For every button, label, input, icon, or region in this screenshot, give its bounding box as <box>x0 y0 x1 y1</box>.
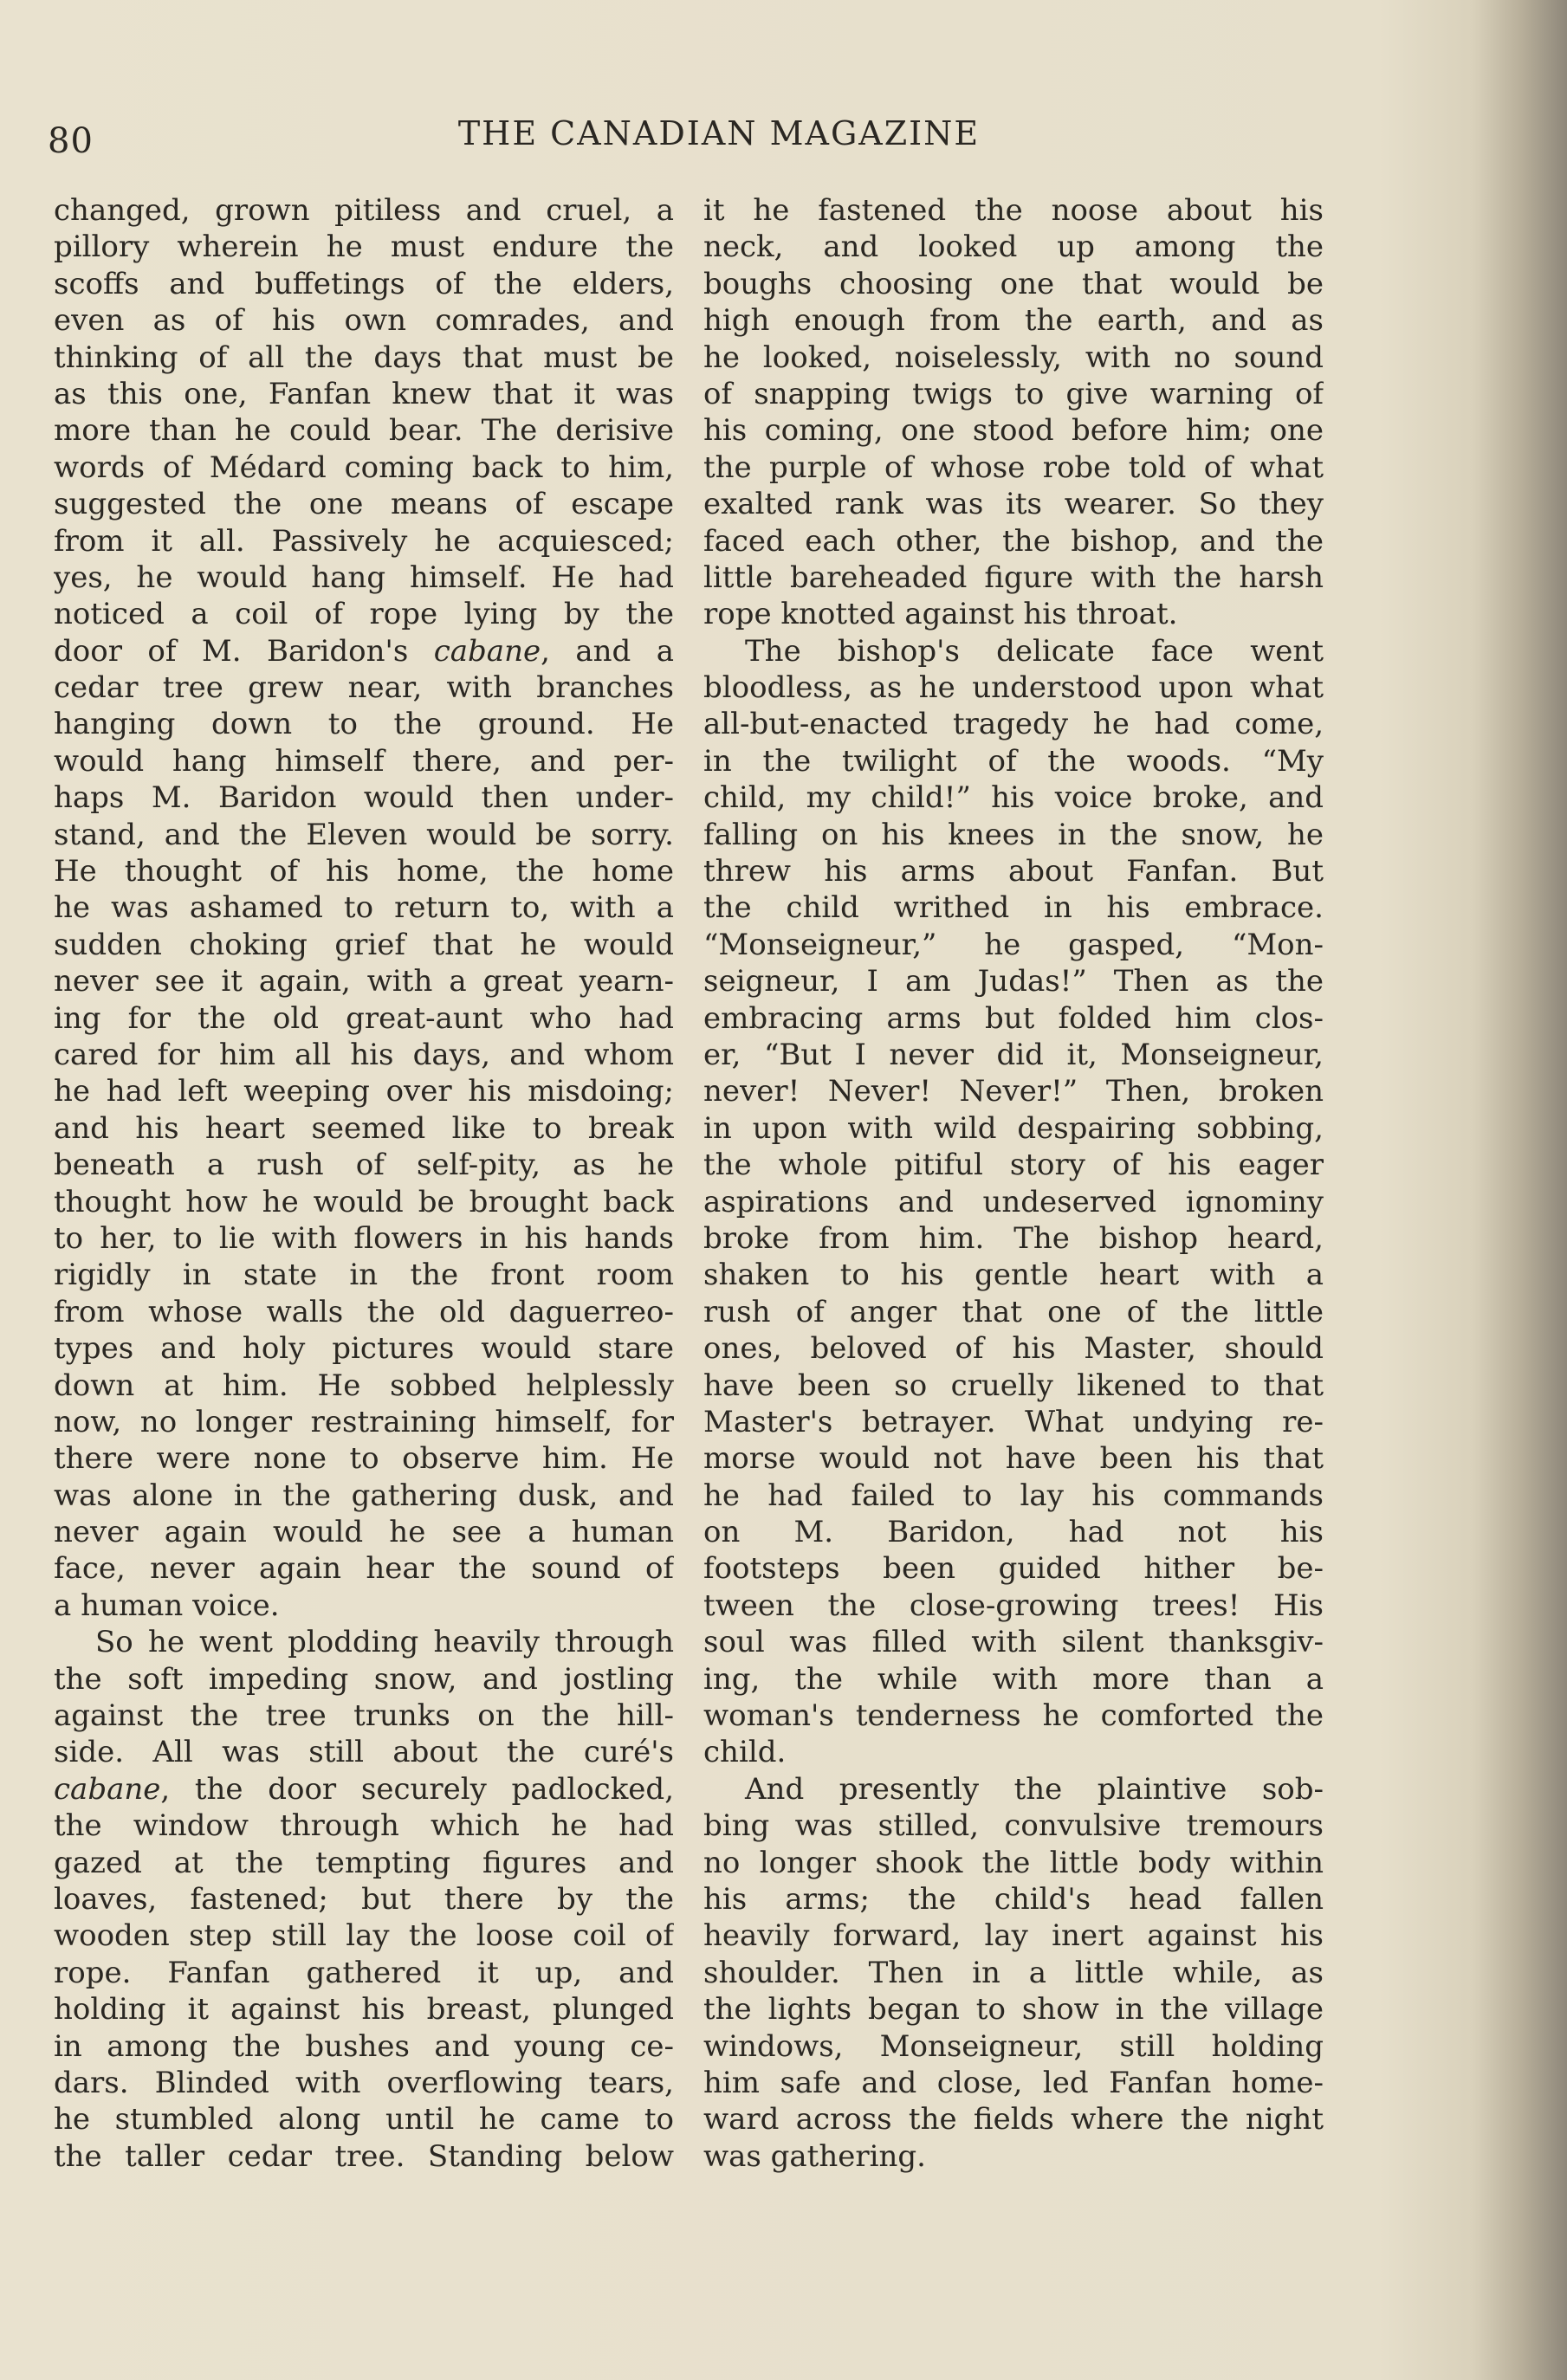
text-line <box>703 1514 1324 1550</box>
text-segment: rush of anger that one of the little <box>703 1294 1324 1329</box>
text-segment: the taller cedar tree. Standing below <box>54 2138 674 2174</box>
text-line <box>703 449 1324 486</box>
text-line <box>703 1368 1324 1404</box>
text-line <box>54 1588 674 1624</box>
text-segment: pillory wherein he must endure the <box>54 230 674 265</box>
text-segment: rigidly in state in the front room <box>54 1258 674 1293</box>
text-segment: broke from him. The bishop heard, <box>703 1220 1324 1256</box>
text-segment: heavily forward, lay inert against his <box>703 1918 1324 1954</box>
text-segment: the lights began to show in the village <box>703 1992 1324 2028</box>
text-segment: now, no longer restraining himself, for <box>54 1404 674 1439</box>
text-segment: boughs choosing one that would be <box>703 266 1324 301</box>
text-line <box>54 1404 674 1440</box>
text-segment: him safe and close, led Fanfan home- <box>703 2065 1324 2100</box>
text-line <box>54 2028 674 2065</box>
text-line <box>54 927 674 963</box>
text-line <box>703 1257 1324 1293</box>
text-line <box>54 2138 674 2175</box>
text-line <box>54 1147 674 1183</box>
text-line <box>54 1550 674 1587</box>
text-segment: in the twilight of the woods. “My <box>703 743 1324 779</box>
text-segment: windows, Monseigneur, still holding <box>703 2028 1324 2064</box>
text-segment: types and holy pictures would stare <box>54 1331 674 1367</box>
text-line <box>54 340 674 376</box>
text-segment: he looked, noiselessly, with no sound <box>703 340 1324 375</box>
text-line <box>703 1184 1324 1220</box>
page-number: 80 <box>48 121 94 161</box>
text-line <box>703 376 1324 412</box>
right-text-column <box>703 192 1324 2175</box>
text-segment: in upon with wild despairing sobbing, <box>703 1110 1324 1146</box>
text-segment: he stumbled along until he came to <box>54 2102 674 2137</box>
text-segment: cared for him all his days, and whom <box>54 1037 674 1072</box>
text-line <box>54 412 674 449</box>
text-segment: footsteps been guided hither be- <box>703 1551 1324 1587</box>
text-line <box>54 1955 674 1991</box>
text-segment: there were none to observe him. He <box>54 1441 674 1477</box>
text-line <box>54 266 674 302</box>
text-segment: , the door securely padlocked, <box>160 1771 674 1807</box>
text-line <box>703 889 1324 926</box>
text-line <box>703 412 1324 449</box>
text-line <box>54 817 674 853</box>
text-line <box>703 1881 1324 1918</box>
text-segment: He thought of his home, the home <box>54 854 674 889</box>
text-segment: the whole pitiful story of his eager <box>703 1148 1324 1183</box>
text-segment: soul was filled with silent thanksgiv- <box>703 1625 1324 1660</box>
text-line <box>54 2065 674 2101</box>
text-line <box>703 963 1324 999</box>
text-line <box>54 1845 674 1881</box>
text-segment: against the tree trunks on the hill- <box>54 1698 674 1734</box>
text-line <box>54 523 674 559</box>
text-line <box>703 1147 1324 1183</box>
text-segment: little bareheaded figure with the harsh <box>703 559 1324 595</box>
text-line <box>54 633 674 669</box>
text-line <box>703 817 1324 853</box>
text-segment: child. <box>703 1735 787 1770</box>
text-segment: seigneur, I am Judas!” Then as the <box>703 964 1324 999</box>
text-line <box>703 2028 1324 2065</box>
text-line <box>703 1698 1324 1734</box>
text-line <box>703 1661 1324 1698</box>
text-line <box>54 1918 674 1954</box>
text-segment: rope. Fanfan gathered it up, and <box>54 1955 674 1990</box>
text-line <box>703 669 1324 706</box>
text-segment: cedar tree grew near, with branches <box>54 670 674 706</box>
text-segment: from it all. Passively he acquiesced; <box>54 523 674 559</box>
text-line <box>54 1220 674 1257</box>
text-line <box>703 1588 1324 1624</box>
text-line <box>54 449 674 486</box>
text-line <box>703 2065 1324 2101</box>
text-segment: the purple of whose robe told of what <box>703 449 1324 485</box>
text-segment: was alone in the gathering dusk, and <box>54 1478 674 1513</box>
text-segment: neck, and looked up among the <box>703 230 1324 265</box>
text-line <box>703 1000 1324 1037</box>
text-segment: bloodless, as he understood upon what <box>703 670 1324 706</box>
text-segment: he had failed to lay his commands <box>703 1478 1324 1513</box>
text-segment: “Monseigneur,” he gasped, “Mon- <box>703 927 1324 962</box>
text-segment: ing, the while with more than a <box>703 1661 1324 1697</box>
text-segment: he had left weeping over his misdoing; <box>54 1074 674 1109</box>
text-segment: his coming, one stood before him; one <box>703 413 1324 449</box>
text-line <box>703 302 1324 339</box>
text-line <box>54 1294 674 1330</box>
text-line <box>54 2101 674 2137</box>
text-line <box>54 1881 674 1918</box>
text-line <box>703 1440 1324 1477</box>
text-segment: embracing arms but folded him clos- <box>703 1000 1324 1036</box>
text-line <box>54 229 674 265</box>
text-line <box>54 1110 674 1147</box>
text-line <box>703 486 1324 522</box>
text-segment: thought how he would be brought back <box>54 1184 674 1219</box>
text-segment: the child writhed in his embrace. <box>703 890 1324 926</box>
text-segment: a human voice. <box>54 1588 280 1623</box>
text-line <box>54 1698 674 1734</box>
text-segment: er, “But I never did it, Monseigneur, <box>703 1037 1324 1072</box>
text-line <box>54 1624 674 1660</box>
text-segment: never again would he see a human <box>54 1515 674 1550</box>
text-line <box>703 1624 1324 1660</box>
text-line <box>703 1330 1324 1367</box>
text-line <box>703 192 1324 229</box>
text-segment: gazed at the tempting figures and <box>54 1845 674 1880</box>
text-segment: all-but-enacted tragedy he had come, <box>703 707 1324 742</box>
text-line <box>54 1440 674 1477</box>
text-line <box>703 1808 1324 1844</box>
text-segment: rope knotted against his throat. <box>703 597 1178 632</box>
italic-word: cabane <box>54 1771 161 1807</box>
text-segment: exalted rank was its wearer. So they <box>703 487 1324 522</box>
text-line <box>54 889 674 926</box>
text-segment: the window through which he had <box>54 1808 674 1844</box>
text-segment: thinking of all the days that must be <box>54 340 674 375</box>
text-segment: ing for the old great-aunt who had <box>54 1000 674 1036</box>
running-head: THE CANADIAN MAGAZINE <box>457 114 981 152</box>
text-segment: woman's tenderness he comforted the <box>703 1698 1324 1734</box>
text-segment: from whose walls the old daguerreo- <box>54 1294 674 1329</box>
text-line <box>703 1771 1324 1808</box>
text-line <box>54 706 674 742</box>
text-line <box>54 486 674 522</box>
text-segment: shaken to his gentle heart with a <box>703 1258 1324 1293</box>
text-line <box>703 853 1324 889</box>
text-line <box>54 1514 674 1550</box>
text-line <box>54 1257 674 1293</box>
text-line <box>703 229 1324 265</box>
text-line <box>703 559 1324 596</box>
text-segment: he was ashamed to return to, with a <box>54 890 674 926</box>
text-segment: it he fastened the noose about his <box>703 193 1324 228</box>
text-line <box>703 1073 1324 1109</box>
text-line <box>703 1918 1324 1954</box>
text-line <box>54 743 674 779</box>
text-line <box>54 1037 674 1073</box>
text-segment: of snapping twigs to give warning of <box>703 376 1324 411</box>
text-segment: yes, he would hang himself. He had <box>54 559 674 595</box>
text-segment: high enough from the earth, and as <box>703 303 1324 339</box>
text-line <box>703 706 1324 742</box>
text-segment: So he went plodding heavily through <box>95 1625 674 1660</box>
text-segment: suggested the one means of escape <box>54 487 674 522</box>
text-line <box>54 1000 674 1037</box>
text-line <box>703 1404 1324 1440</box>
text-line <box>703 1845 1324 1881</box>
text-segment: aspirations and undeserved ignominy <box>703 1184 1324 1219</box>
text-segment: even as of his own comrades, and <box>54 303 674 339</box>
text-line <box>703 1110 1324 1147</box>
text-line <box>703 1550 1324 1587</box>
text-segment: beneath a rush of self-pity, as he <box>54 1148 674 1183</box>
text-segment: and his heart seemed like to break <box>54 1110 674 1146</box>
text-line <box>54 1184 674 1220</box>
text-line <box>54 1771 674 1808</box>
text-line <box>54 853 674 889</box>
text-segment: door of M. Baridon's <box>54 633 434 669</box>
text-segment: never see it again, with a great yearn- <box>54 964 674 999</box>
text-line <box>54 779 674 816</box>
text-line <box>54 376 674 412</box>
text-line <box>54 1073 674 1109</box>
text-segment: have been so cruelly likened to that <box>703 1368 1324 1403</box>
text-line <box>703 1037 1324 1073</box>
text-line <box>703 779 1324 816</box>
text-line <box>54 1661 674 1698</box>
text-segment: tween the close-growing trees! His <box>703 1588 1324 1623</box>
text-segment: hanging down to the ground. He <box>54 707 674 742</box>
text-segment: threw his arms about Fanfan. But <box>703 854 1324 889</box>
text-segment: face, never again hear the sound of <box>54 1551 674 1587</box>
text-segment: to her, to lie with flowers in his hands <box>54 1220 674 1256</box>
text-segment: was gathering. <box>703 2138 926 2174</box>
text-segment: no longer shook the little body within <box>703 1845 1324 1880</box>
text-segment: child, my child!” his voice broke, and <box>703 780 1324 816</box>
text-segment: morse would not have been his that <box>703 1441 1324 1477</box>
text-segment: scoffs and buffetings of the elders, <box>54 266 674 301</box>
text-line <box>703 266 1324 302</box>
text-line <box>54 302 674 339</box>
text-line <box>703 633 1324 669</box>
text-line <box>54 1734 674 1770</box>
text-segment: on M. Baridon, had not his <box>703 1515 1324 1550</box>
text-line <box>703 1294 1324 1330</box>
text-segment: falling on his knees in the snow, he <box>703 817 1324 852</box>
left-text-column <box>54 192 674 2175</box>
text-segment: loaves, fastened; but there by the <box>54 1881 674 1917</box>
text-segment: dars. Blinded with overflowing tears, <box>54 2065 674 2100</box>
text-line <box>703 927 1324 963</box>
text-segment: his arms; the child's head fallen <box>703 1881 1324 1917</box>
text-segment: changed, grown pitiless and cruel, a <box>54 193 674 228</box>
text-segment: sudden choking grief that he would <box>54 927 674 962</box>
text-segment: more than he could bear. The derisive <box>54 413 674 449</box>
text-segment: The bishop's delicate face went <box>745 633 1324 669</box>
text-line <box>703 1478 1324 1514</box>
text-line <box>703 1991 1324 2028</box>
text-segment: , and a <box>541 633 674 669</box>
text-segment: down at him. He sobbed helplessly <box>54 1368 674 1403</box>
text-segment: would hang himself there, and per- <box>54 743 674 779</box>
text-line <box>703 2101 1324 2137</box>
text-segment: ones, beloved of his Master, should <box>703 1331 1324 1367</box>
text-line <box>703 596 1324 632</box>
text-line <box>703 340 1324 376</box>
text-line <box>703 523 1324 559</box>
text-line <box>703 1734 1324 1770</box>
text-line <box>54 192 674 229</box>
text-line <box>54 1808 674 1844</box>
text-segment: side. All was still about the curé's <box>54 1735 674 1770</box>
text-segment: holding it against his breast, plunged <box>54 1992 674 2028</box>
text-line <box>54 559 674 596</box>
text-line <box>54 1478 674 1514</box>
text-line <box>54 963 674 999</box>
text-line <box>54 1330 674 1367</box>
text-segment: wooden step still lay the loose coil of <box>54 1918 674 1954</box>
text-line <box>703 743 1324 779</box>
text-segment: as this one, Fanfan knew that it was <box>54 376 674 411</box>
text-segment: Master's betrayer. What undying re- <box>703 1404 1324 1439</box>
text-segment: bing was stilled, convulsive tremours <box>703 1808 1324 1844</box>
text-segment: And presently the plaintive sob- <box>745 1771 1324 1807</box>
italic-word: cabane <box>433 633 541 669</box>
text-segment: the soft impeding snow, and jostling <box>54 1661 674 1697</box>
text-segment: stand, and the Eleven would be sorry. <box>54 817 674 852</box>
text-segment: never! Never! Never!” Then, broken <box>703 1074 1324 1109</box>
text-line <box>703 2138 1324 2175</box>
text-line <box>703 1955 1324 1991</box>
text-segment: words of Médard coming back to him, <box>54 449 674 485</box>
text-line <box>54 1368 674 1404</box>
text-line <box>54 1991 674 2028</box>
text-segment: haps M. Baridon would then under- <box>54 780 674 816</box>
text-segment: faced each other, the bishop, and the <box>703 523 1324 559</box>
text-line <box>54 596 674 632</box>
text-segment: ward across the fields where the night <box>703 2102 1324 2137</box>
text-segment: noticed a coil of rope lying by the <box>54 597 674 632</box>
text-line <box>54 669 674 706</box>
text-line <box>703 1220 1324 1257</box>
text-segment: in among the bushes and young ce- <box>54 2028 674 2064</box>
text-segment: shoulder. Then in a little while, as <box>703 1955 1324 1990</box>
